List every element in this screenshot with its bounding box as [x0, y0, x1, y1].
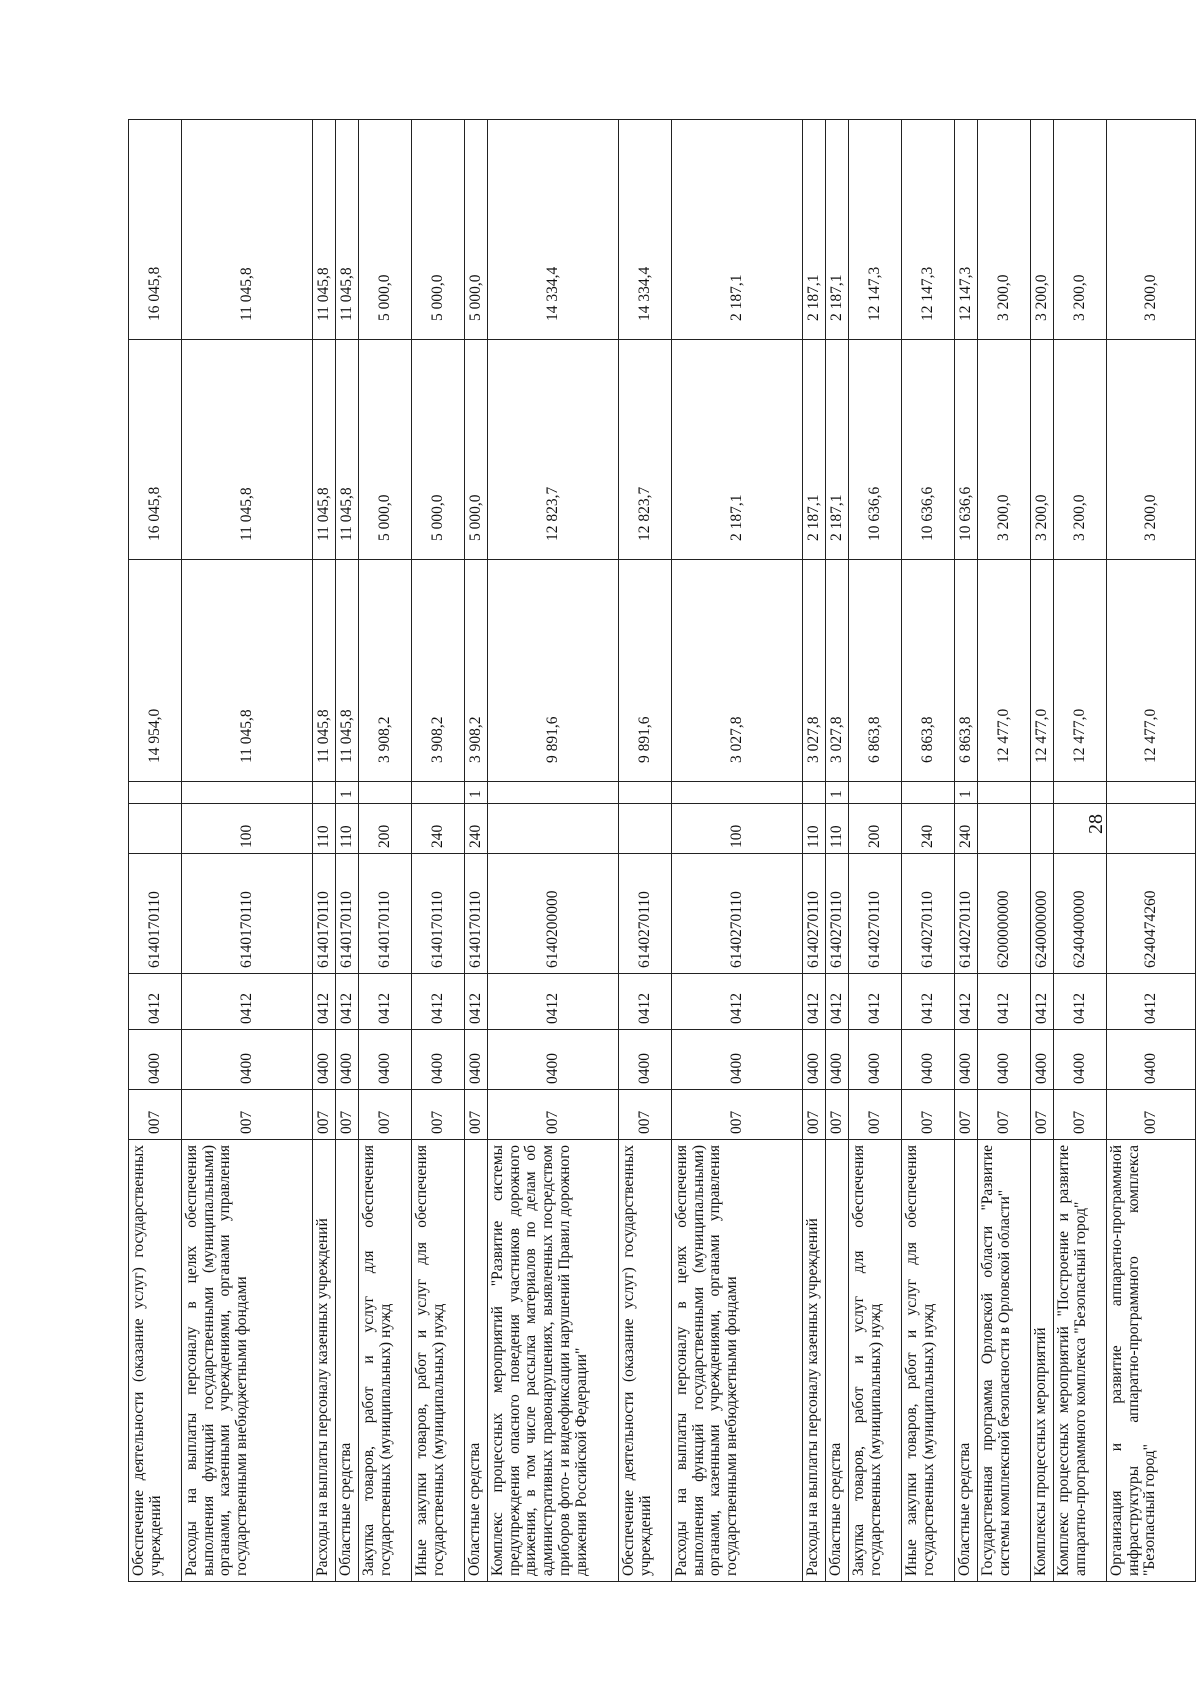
row-flag: 1: [336, 782, 359, 804]
row-value-year-1: 3 908,2: [412, 560, 465, 782]
row-section-code: 0400: [826, 1030, 849, 1090]
row-name: Комплексы процессных мероприятий: [1031, 1140, 1054, 1582]
row-admin-code: 007: [619, 1090, 672, 1140]
row-expense-type: 240: [955, 804, 978, 854]
row-expense-type: [129, 804, 182, 854]
row-value-year-3: 12 147,3: [902, 120, 955, 340]
row-target-code: 6140170110: [336, 854, 359, 974]
row-expense-type: 110: [803, 804, 826, 854]
row-value-year-3: 11 045,8: [313, 120, 336, 340]
table-row: [313, 120, 336, 1582]
row-admin-code: 007: [1107, 1090, 1196, 1140]
row-value-year-1: 6 863,8: [902, 560, 955, 782]
budget-table: [128, 119, 1196, 1582]
row-admin-code: 007: [955, 1090, 978, 1140]
row-target-code: 6140170110: [182, 854, 313, 974]
row-flag: 1: [465, 782, 488, 804]
row-flag: [1054, 782, 1107, 804]
table-row: [412, 120, 465, 1582]
row-value-year-2: 11 045,8: [182, 340, 313, 560]
row-section-code: 0400: [336, 1030, 359, 1090]
row-name: Государственная программа Орловской области "Развитие системы комплексной безопасности в Орловской области": [978, 1140, 1031, 1582]
row-section-code: 0400: [1107, 1030, 1196, 1090]
row-subsection-code: 0412: [465, 974, 488, 1030]
row-admin-code: 007: [672, 1090, 803, 1140]
row-section-code: 0400: [902, 1030, 955, 1090]
row-flag: 1: [826, 782, 849, 804]
row-value-year-3: 5 000,0: [465, 120, 488, 340]
row-name: Комплекс процессных мероприятий "Развитие системы предупреждения опасного поведения участников дорожного движения, в том числе рассылка материалов по делам об административных правонарушениях, выявленных посредством приборов фото- и видеофиксации нарушений Правил дорожного движения Российской Федерации": [488, 1140, 619, 1582]
row-value-year-2: 2 187,1: [826, 340, 849, 560]
row-flag: [182, 782, 313, 804]
row-value-year-3: 14 334,4: [488, 120, 619, 340]
row-value-year-2: 3 200,0: [1107, 340, 1196, 560]
row-flag: [313, 782, 336, 804]
row-admin-code: 007: [465, 1090, 488, 1140]
row-target-code: 6140170110: [359, 854, 412, 974]
row-subsection-code: 0412: [1054, 974, 1107, 1030]
row-subsection-code: 0412: [672, 974, 803, 1030]
row-name: Областные средства: [826, 1140, 849, 1582]
row-flag: [1031, 782, 1054, 804]
row-value-year-2: 10 636,6: [849, 340, 902, 560]
table-row: [803, 120, 826, 1582]
row-value-year-2: 16 045,8: [129, 340, 182, 560]
table-row: [619, 120, 672, 1582]
row-section-code: 0400: [672, 1030, 803, 1090]
row-subsection-code: 0412: [1107, 974, 1196, 1030]
row-name: Организация и развитие аппаратно-программной инфраструктуры аппаратно-программного комплекса "Безопасный город": [1107, 1140, 1196, 1582]
row-value-year-1: 12 477,0: [1107, 560, 1196, 782]
row-value-year-2: 11 045,8: [313, 340, 336, 560]
row-flag: [619, 782, 672, 804]
row-target-code: 6140270110: [672, 854, 803, 974]
table-row: [1107, 120, 1196, 1582]
row-value-year-1: 3 908,2: [359, 560, 412, 782]
row-value-year-3: 16 045,8: [129, 120, 182, 340]
row-name: Областные средства: [955, 1140, 978, 1582]
row-value-year-3: 14 334,4: [619, 120, 672, 340]
row-target-code: 6140270110: [826, 854, 849, 974]
row-admin-code: 007: [182, 1090, 313, 1140]
row-target-code: 6140270110: [955, 854, 978, 974]
row-subsection-code: 0412: [619, 974, 672, 1030]
table-row: [955, 120, 978, 1582]
table-row: [1054, 120, 1107, 1582]
row-section-code: 0400: [359, 1030, 412, 1090]
row-flag: [803, 782, 826, 804]
row-subsection-code: 0412: [978, 974, 1031, 1030]
row-section-code: 0400: [313, 1030, 336, 1090]
row-subsection-code: 0412: [955, 974, 978, 1030]
table-row: [488, 120, 619, 1582]
row-subsection-code: 0412: [826, 974, 849, 1030]
row-admin-code: 007: [902, 1090, 955, 1140]
row-name: Расходы на выплаты персоналу в целях обеспечения выполнения функций государственными (муниципальными) органами, казенными учреждениями, органами управления государственными внебюджетными фондами: [182, 1140, 313, 1582]
row-subsection-code: 0412: [488, 974, 619, 1030]
row-target-code: 6240400000: [1054, 854, 1107, 974]
row-value-year-1: 9 891,6: [488, 560, 619, 782]
table-row: [902, 120, 955, 1582]
row-admin-code: 007: [1054, 1090, 1107, 1140]
row-expense-type: 200: [849, 804, 902, 854]
row-subsection-code: 0412: [803, 974, 826, 1030]
row-name: Комплекс процессных мероприятий "Построение и развитие аппаратно-программного комплекса "Безопасный город": [1054, 1140, 1107, 1582]
row-section-code: 0400: [412, 1030, 465, 1090]
table-row: [849, 120, 902, 1582]
table-row: [1031, 120, 1054, 1582]
row-expense-type: [978, 804, 1031, 854]
row-target-code: 6140270110: [902, 854, 955, 974]
row-target-code: 6140170110: [313, 854, 336, 974]
row-flag: [359, 782, 412, 804]
row-section-code: 0400: [955, 1030, 978, 1090]
row-subsection-code: 0412: [336, 974, 359, 1030]
row-section-code: 0400: [465, 1030, 488, 1090]
row-expense-type: 110: [313, 804, 336, 854]
table-row: [129, 120, 182, 1582]
row-name: Закупка товаров, работ и услуг для обеспечения государственных (муниципальных) нужд: [849, 1140, 902, 1582]
table-row: [826, 120, 849, 1582]
row-expense-type: 200: [359, 804, 412, 854]
row-section-code: 0400: [849, 1030, 902, 1090]
row-name: Иные закупки товаров, работ и услуг для обеспечения государственных (муниципальных) нужд: [412, 1140, 465, 1582]
row-flag: [412, 782, 465, 804]
row-value-year-1: 14 954,0: [129, 560, 182, 782]
row-section-code: 0400: [978, 1030, 1031, 1090]
row-admin-code: 007: [978, 1090, 1031, 1140]
row-name: Закупка товаров, работ и услуг для обеспечения государственных (муниципальных) нужд: [359, 1140, 412, 1582]
row-name: Расходы на выплаты персоналу в целях обеспечения выполнения функций государственными (муниципальными) органами, казенными учреждениями, органами управления государственными внебюджетными фондами: [672, 1140, 803, 1582]
row-value-year-2: 3 200,0: [1031, 340, 1054, 560]
row-name: Иные закупки товаров, работ и услуг для обеспечения государственных (муниципальных) нужд: [902, 1140, 955, 1582]
table-row: [978, 120, 1031, 1582]
table-row: [672, 120, 803, 1582]
row-name: Расходы на выплаты персоналу казенных учреждений: [313, 1140, 336, 1582]
row-admin-code: 007: [826, 1090, 849, 1140]
row-value-year-1: 3 027,8: [672, 560, 803, 782]
row-subsection-code: 0412: [1031, 974, 1054, 1030]
row-subsection-code: 0412: [359, 974, 412, 1030]
row-flag: [488, 782, 619, 804]
row-value-year-1: 11 045,8: [313, 560, 336, 782]
row-value-year-1: 11 045,8: [182, 560, 313, 782]
row-value-year-2: 10 636,6: [902, 340, 955, 560]
row-admin-code: 007: [359, 1090, 412, 1140]
row-value-year-2: 3 200,0: [1054, 340, 1107, 560]
row-target-code: 6240000000: [1031, 854, 1054, 974]
row-value-year-1: 9 891,6: [619, 560, 672, 782]
row-value-year-1: 3 027,8: [826, 560, 849, 782]
row-value-year-2: 11 045,8: [336, 340, 359, 560]
row-target-code: 6140270110: [849, 854, 902, 974]
row-subsection-code: 0412: [849, 974, 902, 1030]
row-value-year-3: 2 187,1: [803, 120, 826, 340]
row-value-year-1: 6 863,8: [955, 560, 978, 782]
page-number: 28: [1085, 814, 1107, 834]
row-target-code: 6140170110: [129, 854, 182, 974]
row-section-code: 0400: [803, 1030, 826, 1090]
table-row: [336, 120, 359, 1582]
row-target-code: 6140170110: [465, 854, 488, 974]
row-expense-type: [1107, 804, 1196, 854]
row-expense-type: [1031, 804, 1054, 854]
row-admin-code: 007: [336, 1090, 359, 1140]
row-admin-code: 007: [803, 1090, 826, 1140]
row-target-code: 6200000000: [978, 854, 1031, 974]
row-value-year-3: 3 200,0: [1107, 120, 1196, 340]
row-value-year-3: 5 000,0: [412, 120, 465, 340]
row-value-year-3: 2 187,1: [826, 120, 849, 340]
row-value-year-3: 5 000,0: [359, 120, 412, 340]
table-row: [182, 120, 313, 1582]
table-row: [465, 120, 488, 1582]
row-value-year-3: 11 045,8: [182, 120, 313, 340]
row-flag: [902, 782, 955, 804]
row-value-year-3: 3 200,0: [978, 120, 1031, 340]
row-expense-type: [488, 804, 619, 854]
row-flag: [129, 782, 182, 804]
row-name: Обеспечение деятельности (оказание услуг) государственных учреждений: [129, 1140, 182, 1582]
row-value-year-1: 6 863,8: [849, 560, 902, 782]
row-admin-code: 007: [313, 1090, 336, 1140]
row-admin-code: 007: [488, 1090, 619, 1140]
row-value-year-1: 3 027,8: [803, 560, 826, 782]
row-value-year-3: 12 147,3: [849, 120, 902, 340]
row-admin-code: 007: [1031, 1090, 1054, 1140]
row-subsection-code: 0412: [412, 974, 465, 1030]
row-value-year-2: 2 187,1: [803, 340, 826, 560]
row-expense-type: 240: [465, 804, 488, 854]
row-target-code: 6140270110: [803, 854, 826, 974]
row-subsection-code: 0412: [313, 974, 336, 1030]
row-expense-type: 240: [412, 804, 465, 854]
row-value-year-2: 5 000,0: [359, 340, 412, 560]
row-value-year-1: 11 045,8: [336, 560, 359, 782]
row-flag: [672, 782, 803, 804]
row-value-year-2: 12 823,7: [488, 340, 619, 560]
row-admin-code: 007: [412, 1090, 465, 1140]
row-section-code: 0400: [1031, 1030, 1054, 1090]
row-section-code: 0400: [1054, 1030, 1107, 1090]
row-value-year-2: 5 000,0: [412, 340, 465, 560]
row-value-year-2: 12 823,7: [619, 340, 672, 560]
row-flag: 1: [955, 782, 978, 804]
table-row: [359, 120, 412, 1582]
row-value-year-3: 3 200,0: [1054, 120, 1107, 340]
row-expense-type: 100: [672, 804, 803, 854]
row-target-code: 6240474260: [1107, 854, 1196, 974]
row-section-code: 0400: [488, 1030, 619, 1090]
row-section-code: 0400: [129, 1030, 182, 1090]
row-name: Областные средства: [336, 1140, 359, 1582]
row-target-code: 6140200000: [488, 854, 619, 974]
row-expense-type: 240: [902, 804, 955, 854]
row-flag: [849, 782, 902, 804]
row-flag: [978, 782, 1031, 804]
row-value-year-2: 2 187,1: [672, 340, 803, 560]
row-name: Расходы на выплаты персоналу казенных учреждений: [803, 1140, 826, 1582]
row-expense-type: [1054, 804, 1107, 854]
row-flag: [1107, 782, 1196, 804]
row-expense-type: 110: [826, 804, 849, 854]
row-target-code: 6140270110: [619, 854, 672, 974]
row-value-year-2: 5 000,0: [465, 340, 488, 560]
row-name: Областные средства: [465, 1140, 488, 1582]
row-value-year-2: 10 636,6: [955, 340, 978, 560]
row-value-year-1: 3 908,2: [465, 560, 488, 782]
row-value-year-1: 12 477,0: [1054, 560, 1107, 782]
row-target-code: 6140170110: [412, 854, 465, 974]
row-value-year-3: 12 147,3: [955, 120, 978, 340]
row-value-year-3: 3 200,0: [1031, 120, 1054, 340]
row-admin-code: 007: [129, 1090, 182, 1140]
row-value-year-2: 3 200,0: [978, 340, 1031, 560]
row-value-year-3: 2 187,1: [672, 120, 803, 340]
row-admin-code: 007: [849, 1090, 902, 1140]
row-subsection-code: 0412: [129, 974, 182, 1030]
row-section-code: 0400: [182, 1030, 313, 1090]
row-expense-type: 110: [336, 804, 359, 854]
row-value-year-3: 11 045,8: [336, 120, 359, 340]
row-value-year-1: 12 477,0: [978, 560, 1031, 782]
row-subsection-code: 0412: [902, 974, 955, 1030]
row-name: Обеспечение деятельности (оказание услуг) государственных учреждений: [619, 1140, 672, 1582]
row-expense-type: 100: [182, 804, 313, 854]
row-value-year-1: 12 477,0: [1031, 560, 1054, 782]
row-expense-type: [619, 804, 672, 854]
row-section-code: 0400: [619, 1030, 672, 1090]
row-subsection-code: 0412: [182, 974, 313, 1030]
